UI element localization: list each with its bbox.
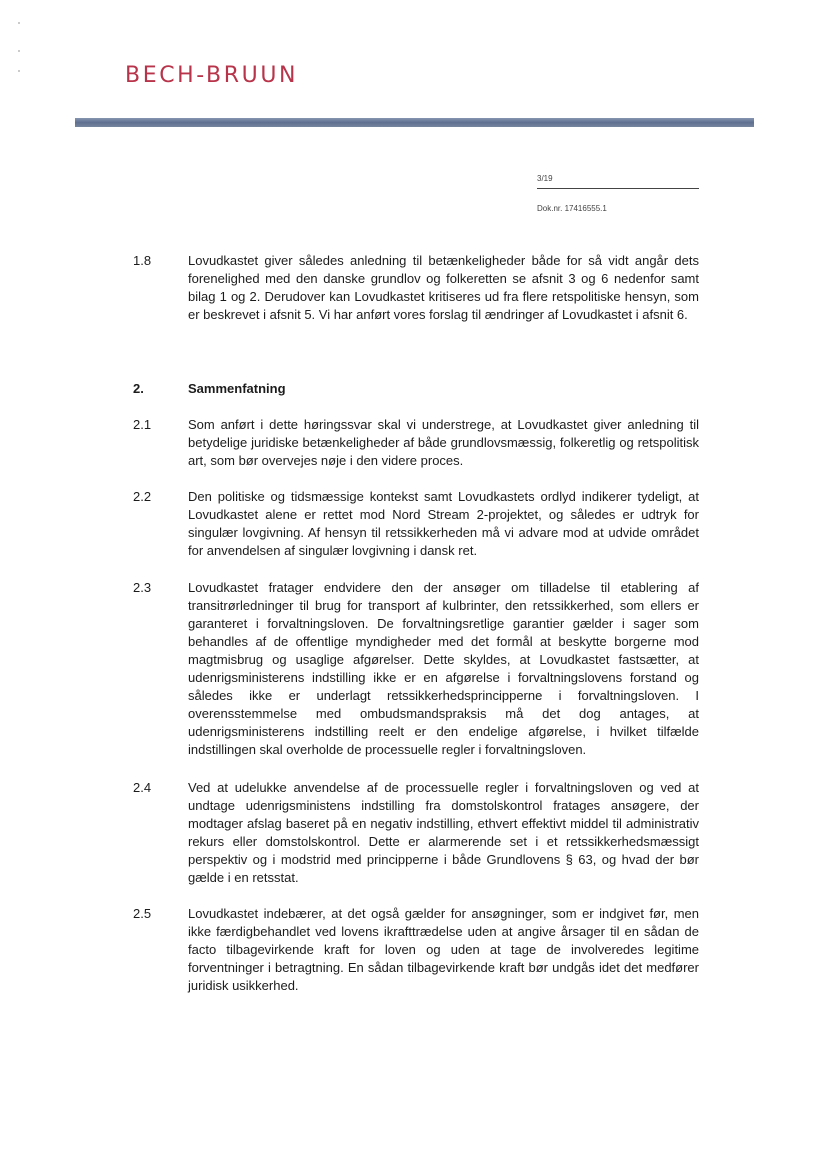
paragraph-number: 2.2 <box>133 489 152 504</box>
document-number: Dok.nr. 17416555.1 <box>537 204 607 213</box>
paragraph-number: 2.1 <box>133 417 152 432</box>
header-rule <box>537 188 699 189</box>
paragraph-text: Som anført i dette høringssvar skal vi understrege, at Lovudkastet giver anledning til betydelige juridiske betænkeligheder af både grundlovsmæssig, folkeretlig og retspolitisk art, som bør overvejes nøje i den videre proces. <box>188 417 699 468</box>
paragraph-text: Ved at udelukke anvendelse af de processuelle regler i forvaltningsloven og ved at undtage udenrigsministens indstilling fra domstolskontrol fratages ansøgere, der modtager afslag baseret på en negativ indstilling, ethvert effektivt middel til administrativ rekurs eller domstolskontrol. Dette er alarmerende set i et retssikkerhedsmæssigt perspektiv og i modstrid med principperne i både Grundlovens § 63, og hvad der bør gælde i en retsstat. <box>188 780 699 885</box>
paragraph-text: Lovudkastet fratager endvidere den der ansøger om tilladelse til etablering af transitrørledninger til brug for transport af kulbrinter, den retssikkerhed, som ellers er garanteret i forvaltningsloven. De forvaltningsretlige garantier gælder i sager som behandles af de offentlige myndigheder med det formål at beskytte borgerne mod magtmisbrug og usaglige afgørelser. Dette skyldes, at Lovudkastet fastsætter, at udenrigsministerens indstilling ikke er en afgørelse i forvaltningslovens forstand og således ikke er underlagt retssikkerhedsprincipperne i forvaltningsloven. I overensstemmelse med ombudsmandspraksis må det dog antages, at udenrigsministerens indstilling reelt er den endelige afgørelse, i hvilket tilfælde indstillingen skal overholde de processuelle regler i forvaltningsloven. <box>188 580 699 757</box>
paragraph-number: 1.8 <box>133 253 152 268</box>
paragraph-number: 2.3 <box>133 580 152 595</box>
page-number: 3/19 <box>537 174 553 183</box>
margin-mark <box>18 22 20 24</box>
header-band <box>75 118 754 127</box>
section-heading: Sammenfatning <box>188 381 286 396</box>
paragraph-number: 2.5 <box>133 906 152 921</box>
paragraph-text: Lovudkastet giver således anledning til betænkeligheder både for så vidt angår dets forenelighed med den danske grundlov og folkeretten se afsnit 3 og 6 nedenfor samt bilag 1 og 2. Derudover kan Lovudkastet kritiseres ud fra flere retspolitiske hensyn, som er beskrevet i afsnit 5. Vi har anført vores forslag til ændringer af Lovudkastet i afsnit 6. <box>188 253 699 322</box>
company-logo: BECH-BRUUN <box>125 63 299 88</box>
paragraph-text: Den politiske og tidsmæssige kontekst samt Lovudkastets ordlyd indikerer tydeligt, at Lovudkastet alene er rettet mod Nord Stream 2-projektet, og således er udtryk for singulær lovgivning. Af hensyn til retssikkerheden må vi advare mod at udvide området for anvendelsen af singulær lovgivning i dansk ret. <box>188 489 699 558</box>
paragraph-number: 2.4 <box>133 780 152 795</box>
section-number: 2. <box>133 381 144 396</box>
paragraph-text: Lovudkastet indebærer, at det også gælder for ansøgninger, som er indgivet før, men ikke færdigbehandlet ved lovens ikrafttrædelse uden at angive årsager til en sådan de facto tilbagevirkende kraft for loven og uden at tage de involveredes legitime forventninger i betragtning. En sådan tilbagevirkende kraft bør undgås idet det medfører juridisk usikkerhed. <box>188 906 699 993</box>
margin-mark <box>18 70 20 72</box>
margin-mark <box>18 50 20 52</box>
